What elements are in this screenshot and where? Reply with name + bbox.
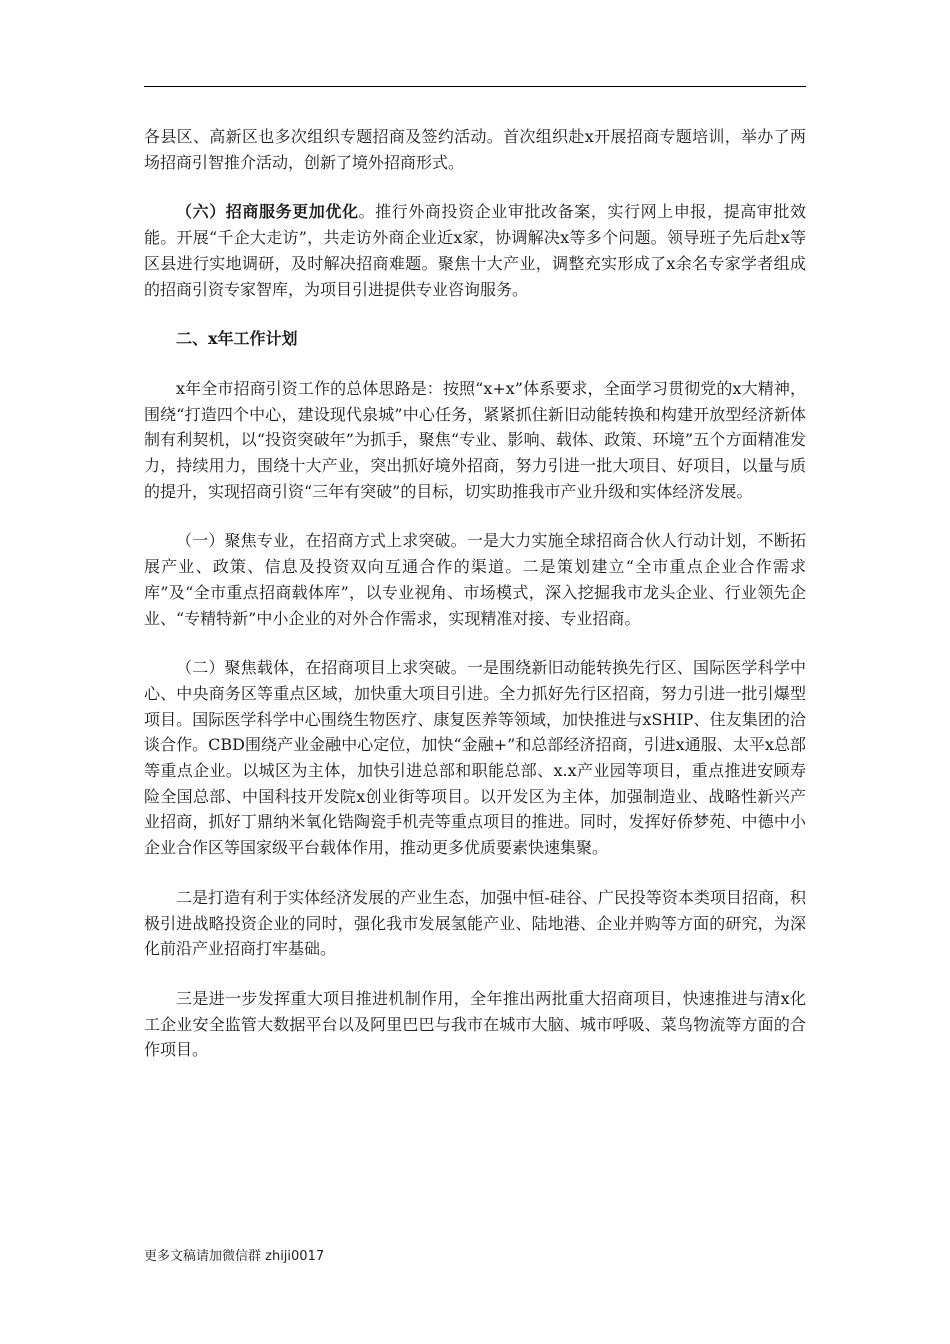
paragraph-3: x年全市招商引资工作的总体思路是：按照“x+x”体系要求，全面学习贯彻党的x大精神，围绕“打造四个中心，建设现代泉城”中心任务，紧紧抓住新旧动能转换和构建开放型经济新体制有利契机，以“投资突破年”为抓手，聚焦“专业、影响、载体、政策、环境”五个方面精准发力，持续用力，围绕十大产业，突出抓好境外招商，努力引进一批大项目、好项目，以量与质的提升，实现招商引资“三年有突破”的目标，切实助推我市产业升级和实体经济发展。 [144,378,806,501]
document-body [144,124,806,1063]
section-heading: 二、x年工作计划 [176,329,298,349]
paragraph-2 [144,199,806,302]
paragraph-5: （二）聚焦载体，在招商项目上求突破。一是围绕新旧动能转换先行区、国际医学科学中心、中央商务区等重点区域，加快重大项目引进。全力抓好先行区招商，努力引进一批引爆型项目。国际医学科学中心围绕生物医疗、康复医养等领域，加快推进与xSHIP、住友集团的洽谈合作。CBD围绕产业金融中心定位，加快“金融+”和总部经济招商，引进x通服、太平x总部等重点企业。以城区为主体，加快引进总部和职能总部、x.x产业园等项目，重点推进安顾寿险全国总部、中国科技开发院x创业街等项目。以开发区为主体，加强制造业、战略性新兴产业招商，抓好丁鼎纳米氧化锆陶瓷手机壳等重点项目的推进。同时，发挥好侨梦苑、中德中小企业合作区等国家级平台载体作用，推动更多优质要素快速集聚。 [144,658,806,858]
header-rule [144,86,806,87]
paragraph-7: 三是进一步发挥重大项目推进机制作用，全年推出两批重大招商项目，快速推进与清x化工企业安全监管大数据平台以及阿里巴巴与我市在城市大脑、城市呼吸、菜鸟物流等方面的合作项目。 [144,988,806,1060]
paragraph-4: （一）聚焦专业，在招商方式上求突破。一是大力实施全球招商合伙人行动计划，不断拓展产业、政策、信息及投资双向互通合作的渠道。二是策划建立“全市重点企业合作需求库”及“全市重点招商载体库”，以专业视角、市场模式，深入挖掘我市龙头企业、行业领先企业、“专精特新”中小企业的对外合作需求，实现精准对接、专业招商。 [144,531,806,628]
paragraph-2-lead: （六）招商服务更加优化 [176,202,359,222]
paragraph-6: 二是打造有利于实体经济发展的产业生态，加强中恒-硅谷、广民投等资本类项目招商，积极引进战略投资企业的同时，强化我市发展氢能产业、陆地港、企业并购等方面的研究，为深化前沿产业招商打牢基础。 [144,887,806,959]
paragraph-2-body: 。推行外商投资企业审批改备案，实行网上申报，提高审批效能。开展“千企大走访”，共走访外商企业近x家，协调解决x等多个问题。领导班子先后赴x等区县进行实地调研，及时解决招商难题。聚焦十大产业，调整充实形成了x余名专家学者组成的招商引资专家智库，为项目引进提供专业咨询服务。 [144,202,806,299]
footer-note: 更多文稿请加微信群 zhiji0017 [144,1249,325,1264]
paragraph-1: 各县区、高新区也多次组织专题招商及签约活动。首次组织赴x开展招商专题培训，举办了两场招商引智推介活动，创新了境外招商形式。 [144,127,806,172]
